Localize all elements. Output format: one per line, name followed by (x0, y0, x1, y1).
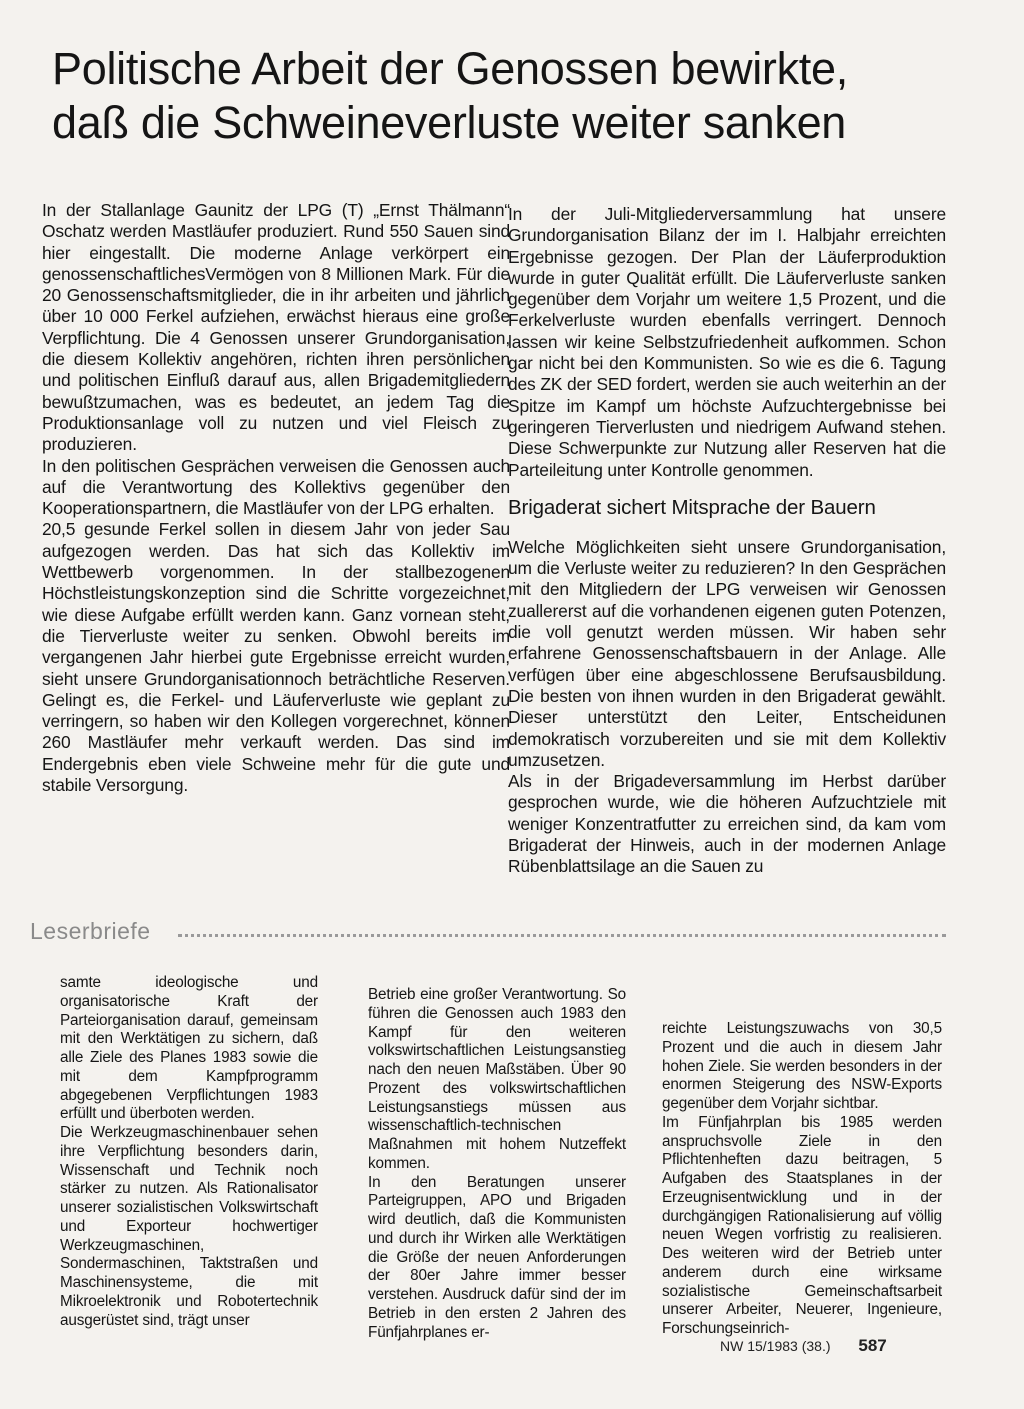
article-paragraph: Welche Möglichkeiten sieht unsere Grundorganisation, um die Verluste weiter zu reduzieren? In den Gesprächen mit den Mitgliedern der LPG verweisen wir Genossen zuallererst auf die vorhandenen eigenen guten Potenzen, die voll genutzt werden müssen. Wir haben sehr erfahrene Genossenschaftsbauern in der Anlage. Alle verfügen über eine abgeschlossene Berufsausbildung. Die besten von ihnen wurden in den Brigaderat gewählt. Dieser unterstützt den Leiter, Entscheidunen demokratisch vorzubereiten und sie mit dem Kollektiv umzusetzen. (508, 536, 946, 770)
article-paragraph: In der Stallanlage Gaunitz der LPG (T) „Ernst Thälmann“ Oschatz werden Mastläufer produziert. Rund 550 Sauen sind hier eingestallt. Die moderne Anlage verkörpert ein genossenschaftlichesVermögen von 8 Millionen Mark. Für die 20 Genossenschaftsmitglieder, die in ihr arbeiten und jährlich über 10 000 Ferkel aufziehen, erwächst hieraus eine große Verpflichtung. Die 4 Genossen unserer Grundorganisation, die diesem Kollektiv angehören, richten ihren persönlichen und politischen Einfluß darauf aus, allen Brigademitgliedern bewußtzumachen, was es bedeutet, an jedem Tag die Produktionsanlage voll zu nutzen und viel Fleisch zu produzieren. (42, 200, 510, 455)
headline-line-2: daß die Schweineverluste weiter sanken (52, 97, 847, 148)
letter-paragraph: Betrieb eine großer Verantwortung. So führen die Genossen auch 1983 den Kampf für den weiteren volkswirtschaftlichen Leistungsanstieg nach den neuen Maßstäben. Über 90 Prozent des volkswirtschaftlichen Leistungsanstiegs müssen aus wissenschaftlich-technischen Maßnahmen mit hohem Nutzeffekt kommen. (368, 986, 626, 1172)
section-label-leserbriefe: Leserbriefe (30, 918, 151, 944)
issue-reference: NW 15/1983 (38.) (720, 1338, 831, 1354)
page-footer (720, 1336, 887, 1356)
page-number: 587 (858, 1336, 887, 1355)
letter-column-3 (662, 1020, 942, 1339)
letter-paragraph: In den Beratungen unserer Parteigruppen, APO und Brigaden wird deutlich, daß die Kommunisten und durch ihr Wirken alle Werktätigen die Größe der neuen Anforderungen der 80er Jahre immer besser verstehen. Ausdruck dafür sind der im Betrieb in den ersten 2 Jahren des Fünfjahrplanes er- (368, 1173, 626, 1341)
article-column-right (508, 204, 946, 878)
article-paragraph: 20,5 gesunde Ferkel sollen in diesem Jahr von jeder Sau aufgezogen werden. Das hat sich das Kollektiv im Wettbewerb vorgenommen. In der stallbezogenen Höchstleistungskonzeption sind die Schritte vorgezeichnet, wie diese Aufgabe erfüllt werden kann. Ganz vornean steht, die Tierverluste weiter zu senken. Obwohl bereits im vergangenen Jahr hierbei gute Ergebnisse erreicht wurden, sieht unsere Grundorganisationnoch beträchtliche Reserven. Gelingt es, die Ferkel- und Läuferverluste wie geplant zu verringern, so haben wir den Kollegen vorgerechnet, können 260 Mastläufer mehr verkauft werden. Das sind im Endergebnis eben viele Schweine mehr für die gute und stabile Versorgung. (42, 519, 510, 796)
letter-paragraph: Im Fünfjahrplan bis 1985 werden anspruchsvolle Ziele in den Pflichtenheften dazu beitragen, 5 Aufgaben des Staatsplanes in der Erzeugnisentwicklung und in der durchgängigen Rationalisierung auf völlig neuen Wegen vorfristig zu realisieren. Des weiteren wird der Betrieb unter anderem durch eine wirksame sozialistische Gemeinschaftsarbeit unserer Arbeiter, Neuerer, Ingenieure, Forschungseinrich- (662, 1113, 942, 1337)
article-paragraph: Als in der Brigadeversammlung im Herbst darüber gesprochen wurde, wie die höheren Aufzuchtziele mit weniger Konzentratfutter zu erreichen sind, da kam vom Brigaderat der Hinweis, auch in der modernen Anlage Rübenblattsilage an die Sauen zu (508, 771, 946, 877)
article-subheading: Brigaderat sichert Mitsprache der Bauern (508, 495, 876, 519)
letter-paragraph: Die Werkzeugmaschinenbauer sehen ihre Verpflichtung besonders darin, Wissenschaft und Technik noch stärker zu nutzen. Als Rationalisator unserer sozialistischen Volkswirtschaft und Exporteur hochwertiger Werkzeugmaschinen, Sondermaschinen, Taktstraßen und Maschinensysteme, die mit Mikroelektronik und Robotertechnik ausgerüstet sind, trägt unser (60, 1124, 318, 1329)
headline-line-1: Politische Arbeit der Genossen bewirkte, (52, 43, 848, 94)
letter-column-2 (368, 986, 626, 1342)
letter-paragraph: samte ideologische und organisatorische Kraft der Parteiorganisation darauf, gemeinsam mit den Werktätigen zu sichern, daß alle Ziele des Planes 1983 sowie die mit dem Kampfprogramm abgegebenen Verpflichtungen 1983 erfüllt und überboten werden. (60, 974, 318, 1123)
headline (52, 42, 952, 150)
letter-column-1 (60, 974, 318, 1330)
article-column-left (42, 200, 510, 796)
article-paragraph: In der Juli-Mitgliederversammlung hat unsere Grundorganisation Bilanz der im I. Halbjahr erreichten Ergebnisse gezogen. Der Plan der Läuferproduktion wurde in guter Qualität erfüllt. Die Läuferverluste sanken gegenüber dem Vorjahr um weitere 1,5 Prozent, und die Ferkelverluste wurden ebenfalls verringert. Dennoch lassen wir keine Selbstzufriedenheit aufkommen. Schon gar nicht bei den Kommunisten. So wie es die 6. Tagung des ZK der SED fordert, werden sie auch weiterhin an der Spitze im Kampf um höchste Aufzuchtergebnisse bei geringeren Tierverlusten und niedrigem Aufwand stehen. Diese Schwerpunkte zur Nutzung aller Reserven hat die Parteileitung unter Kontrolle genommen. (508, 204, 946, 480)
article-paragraph: In den politischen Gesprächen verweisen die Genossen auch auf die Verantwortung des Kollektivs gegenüber den Kooperationspartnern, die Mastläufer von der LPG erhalten. (42, 455, 510, 519)
section-divider (178, 934, 946, 937)
letter-paragraph: reichte Leistungszuwachs von 30,5 Prozent und die auch in diesem Jahr hohen Ziele. Sie werden besonders in der enormen Steigerung des NSW-Exports gegenüber dem Vorjahr sichtbar. (662, 1020, 942, 1112)
